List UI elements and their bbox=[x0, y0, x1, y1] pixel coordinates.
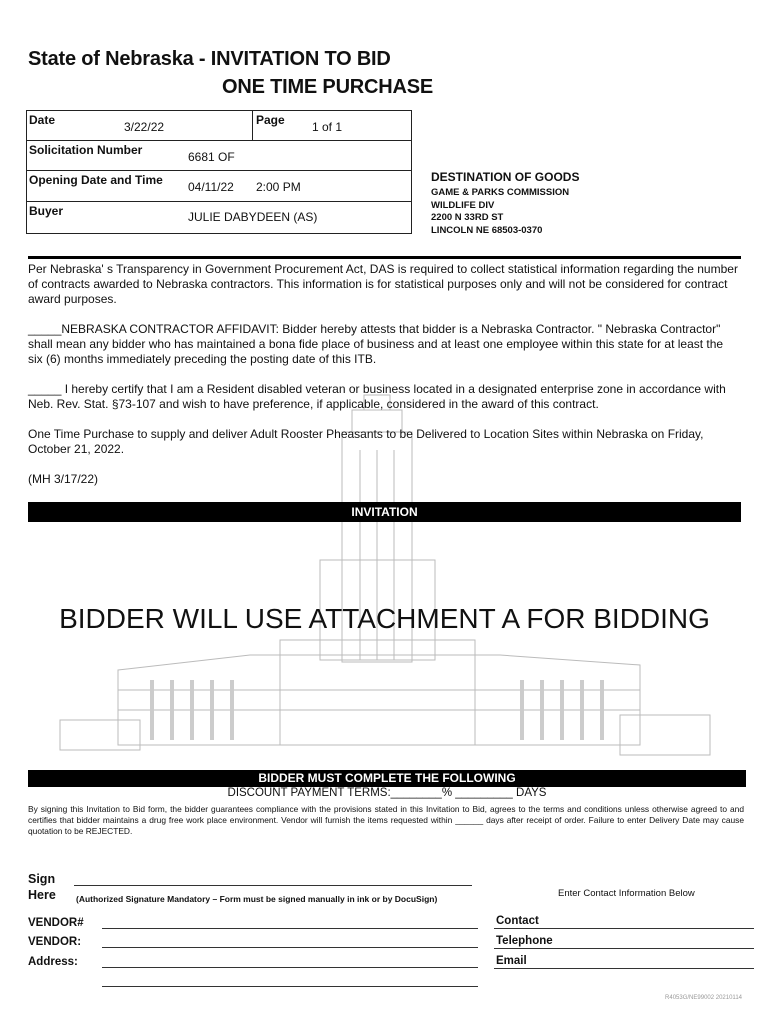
opening-date: 04/11/22 bbox=[188, 180, 234, 194]
buyer-value: JULIE DABYDEEN (AS) bbox=[188, 210, 318, 224]
vendor-name-field[interactable] bbox=[102, 947, 478, 948]
vendor-label: VENDOR: bbox=[28, 936, 82, 948]
info-vertical-divider bbox=[252, 110, 253, 140]
telephone-field[interactable] bbox=[494, 948, 754, 949]
destination-line: 2200 N 33RD ST bbox=[431, 212, 504, 223]
contact-label: Contact bbox=[496, 915, 539, 927]
info-divider-2 bbox=[26, 170, 412, 171]
purchase-description-paragraph: One Time Purchase to supply and deliver Adult Rooster Pheasants to be Delivered to Location Sites within Nebraska on Friday, October 21, 2022. bbox=[28, 427, 704, 456]
page-value: 1 of 1 bbox=[312, 120, 343, 134]
signature-line[interactable] bbox=[74, 885, 472, 886]
veteran-certification-paragraph: _____ I hereby certify that I am a Resident disabled veteran or business located in a designated enterprise zone in accordance with Neb. Rev. Stat. §73-107 and wish to have preference, if applicable, considered in the award of this contract. bbox=[28, 382, 726, 411]
contact-field[interactable] bbox=[494, 928, 754, 929]
vendor-number-label: VENDOR# bbox=[28, 917, 84, 929]
opening-label: Opening Date and Time bbox=[29, 173, 163, 187]
here-label: Here bbox=[28, 888, 56, 902]
invitation-bar: INVITATION bbox=[28, 502, 741, 522]
document-subtitle: ONE TIME PURCHASE bbox=[222, 76, 434, 98]
address-field-1[interactable] bbox=[102, 967, 478, 968]
destination-heading: DESTINATION OF GOODS bbox=[431, 170, 580, 184]
revision-note: (MH 3/17/22) bbox=[28, 472, 99, 486]
destination-line: LINCOLN NE 68503-0370 bbox=[431, 224, 543, 236]
destination-block bbox=[431, 170, 579, 237]
page-label: Page bbox=[256, 113, 285, 127]
sign-label: Sign bbox=[28, 872, 56, 886]
signature-note: (Authorized Signature Mandatory – Form must be signed manually in ink or by DocuSign) bbox=[76, 894, 438, 904]
address-field-2[interactable] bbox=[102, 986, 478, 987]
info-divider-1 bbox=[26, 140, 412, 141]
form-code: R4053G/NE99002 20210114 bbox=[665, 995, 742, 1001]
telephone-label: Telephone bbox=[496, 935, 553, 947]
section-rule bbox=[28, 256, 741, 259]
email-field[interactable] bbox=[494, 968, 754, 969]
transparency-paragraph: Per Nebraska' s Transparency in Government Procurement Act, DAS is required to collect statistical information regarding the number of contracts awarded to Nebraska contractors. This information is for statistical purposes only and will not be considered for contract award purposes. bbox=[28, 262, 738, 306]
bidder-fine-print: By signing this Invitation to Bid form, the bidder guarantees compliance with the provisions stated in this Invitation to Bid, agrees to the terms and conditions unless otherwise agreed to and certifies that bidder maintains a drug free work place environment. Vendor will furnish the items requested within ______ days after receipt of order. Failure to enter Delivery Date may cause quotation to be REJECTED. bbox=[28, 804, 744, 836]
vendor-number-field[interactable] bbox=[102, 928, 478, 929]
date-label: Date bbox=[29, 113, 56, 127]
buyer-label: Buyer bbox=[29, 204, 64, 218]
bidder-must-complete-bar: BIDDER MUST COMPLETE THE FOLLOWING bbox=[28, 770, 746, 787]
contractor-affidavit-paragraph: _____NEBRASKA CONTRACTOR AFFIDAVIT: Bidder hereby attests that bidder is a Nebraska Contractor. " Nebraska Contractor" shall mean any bidder who has maintained a bona fide place of business and at least one employee within this state for at least the six (6) months immediately preceding the posting date of this ITB. bbox=[28, 322, 724, 366]
destination-line: WILDLIFE DIV bbox=[431, 199, 495, 211]
solicitation-label: Solicitation Number bbox=[29, 143, 143, 157]
discount-terms: DISCOUNT PAYMENT TERMS:________% _________ DAYS bbox=[227, 787, 547, 799]
contact-info-note: Enter Contact Information Below bbox=[558, 888, 695, 899]
email-label: Email bbox=[496, 955, 527, 967]
document-title: State of Nebraska - INVITATION TO BID bbox=[28, 48, 391, 70]
date-value: 3/22/22 bbox=[124, 120, 165, 134]
solicitation-value: 6681 OF bbox=[188, 150, 235, 164]
address-label: Address: bbox=[28, 956, 78, 968]
bidding-notice: BIDDER WILL USE ATTACHMENT A FOR BIDDING bbox=[59, 603, 710, 634]
info-divider-3 bbox=[26, 201, 412, 202]
opening-time: 2:00 PM bbox=[256, 180, 301, 194]
destination-line: GAME & PARKS COMMISSION bbox=[431, 187, 570, 198]
